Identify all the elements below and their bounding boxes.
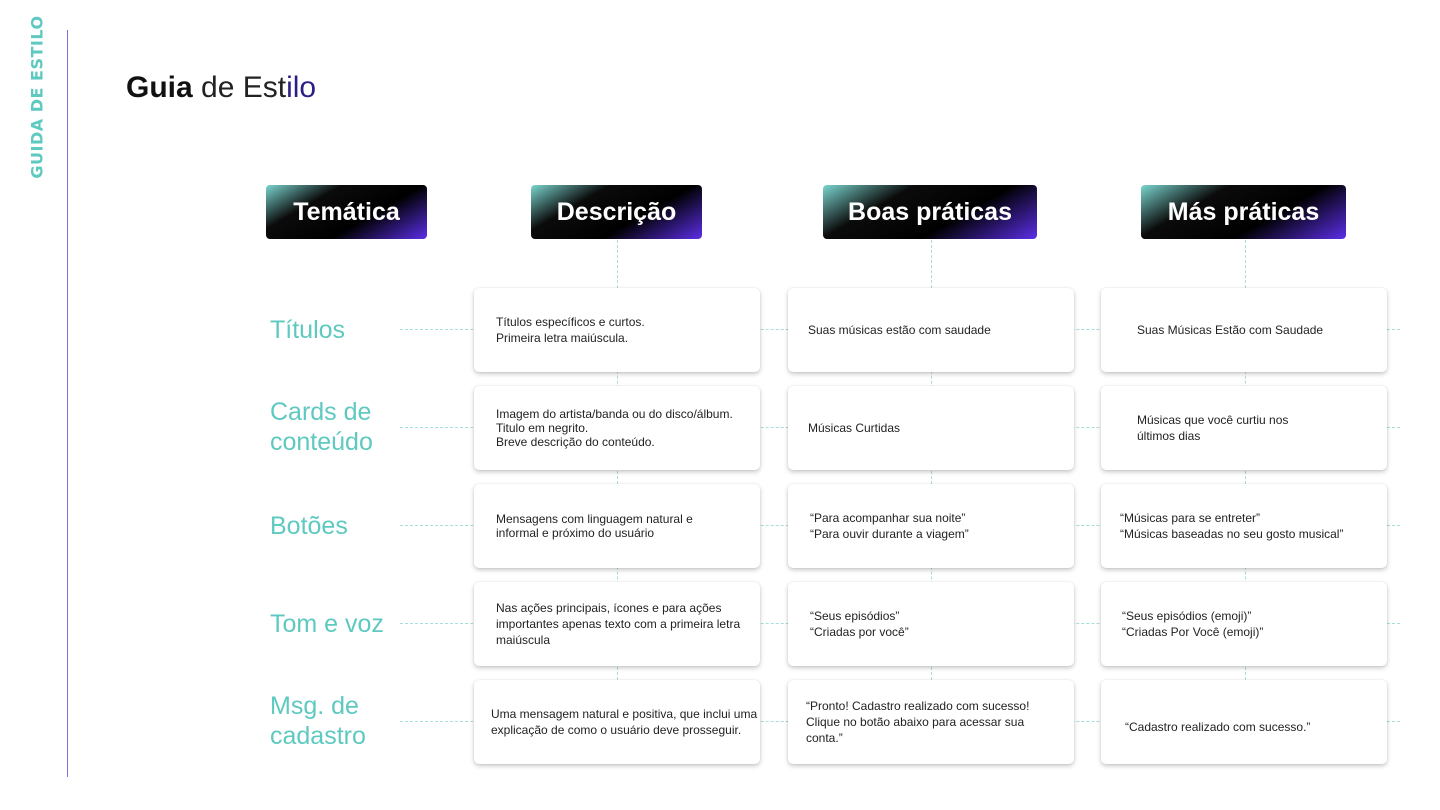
good-practice-card <box>788 582 1074 666</box>
description-card <box>474 680 760 764</box>
page-title <box>126 68 316 108</box>
card-text: “Seus episódios” “Criadas por você” <box>810 609 909 639</box>
header-descricao: Descrição <box>531 185 702 239</box>
card-text: Nas ações principais, ícones e para ações importantes apenas texto com a primeira letra maiúscula <box>496 601 741 647</box>
header-mas-praticas: Más práticas <box>1141 185 1346 239</box>
description-card <box>474 288 760 372</box>
page-title-middle: de Est <box>192 71 287 104</box>
card-text: Suas Músicas Estão com Saudade <box>1137 323 1324 337</box>
card-text: “Cadastro realizado com sucesso.” <box>1125 720 1311 734</box>
header-tematica: Temática <box>266 185 427 239</box>
good-practice-card <box>788 386 1074 470</box>
card-text: “Seus episódios (emoji)” “Criadas Por Você (emoji)” <box>1122 609 1264 639</box>
row-label-botoes: Botões <box>270 512 348 540</box>
card-text: Títulos específicos e curtos. Primeira letra maiúscula. <box>496 315 645 345</box>
bad-practice-card <box>1101 288 1387 372</box>
good-practice-card <box>788 484 1074 568</box>
card-text: Imagem do artista/banda ou do disco/álbum. Titulo em negrito. Breve descrição do conteúdo. <box>496 407 733 449</box>
page-title-bold: Guia <box>126 71 193 104</box>
sidebar-label: GUIDA DE ESTILO <box>27 15 47 179</box>
card-text: Músicas Curtidas <box>808 421 901 435</box>
bad-practice-card <box>1101 386 1387 470</box>
card-text: Mensagens com linguagem natural e informal e próximo do usuário <box>496 512 693 540</box>
card-text: Uma mensagem natural e positiva, que inclui uma explicação de como o usuário deve prosseguir. <box>491 707 758 737</box>
card-text: “Músicas para se entreter” “Músicas baseadas no seu gosto musical” <box>1120 511 1344 541</box>
row-label-cards: Cards de conteúdo <box>270 398 373 456</box>
description-card <box>474 386 760 470</box>
header-boas-praticas: Boas práticas <box>823 185 1037 239</box>
card-text: “Pronto! Cadastro realizado com sucesso! Clique no botão abaixo para acessar sua conta.” <box>806 699 1030 745</box>
good-practice-card <box>788 288 1074 372</box>
description-card <box>474 582 760 666</box>
good-practice-card <box>788 680 1074 764</box>
bad-practice-card <box>1101 582 1387 666</box>
description-card <box>474 484 760 568</box>
card-text: Suas músicas estão com saudade <box>808 323 991 337</box>
card-text: “Para acompanhar sua noite” “Para ouvir durante a viagem” <box>810 511 969 541</box>
sidebar-divider <box>67 30 68 777</box>
page-title-accent: ilo <box>286 71 317 104</box>
bad-practice-card <box>1101 680 1387 764</box>
bad-practice-card <box>1101 484 1387 568</box>
row-label-msg-cadastro: Msg. de cadastro <box>270 692 366 750</box>
card-text: Músicas que você curtiu nos últimos dias <box>1137 413 1289 443</box>
row-label-titulos: Títulos <box>270 316 346 344</box>
row-label-tom-voz: Tom e voz <box>270 610 384 638</box>
